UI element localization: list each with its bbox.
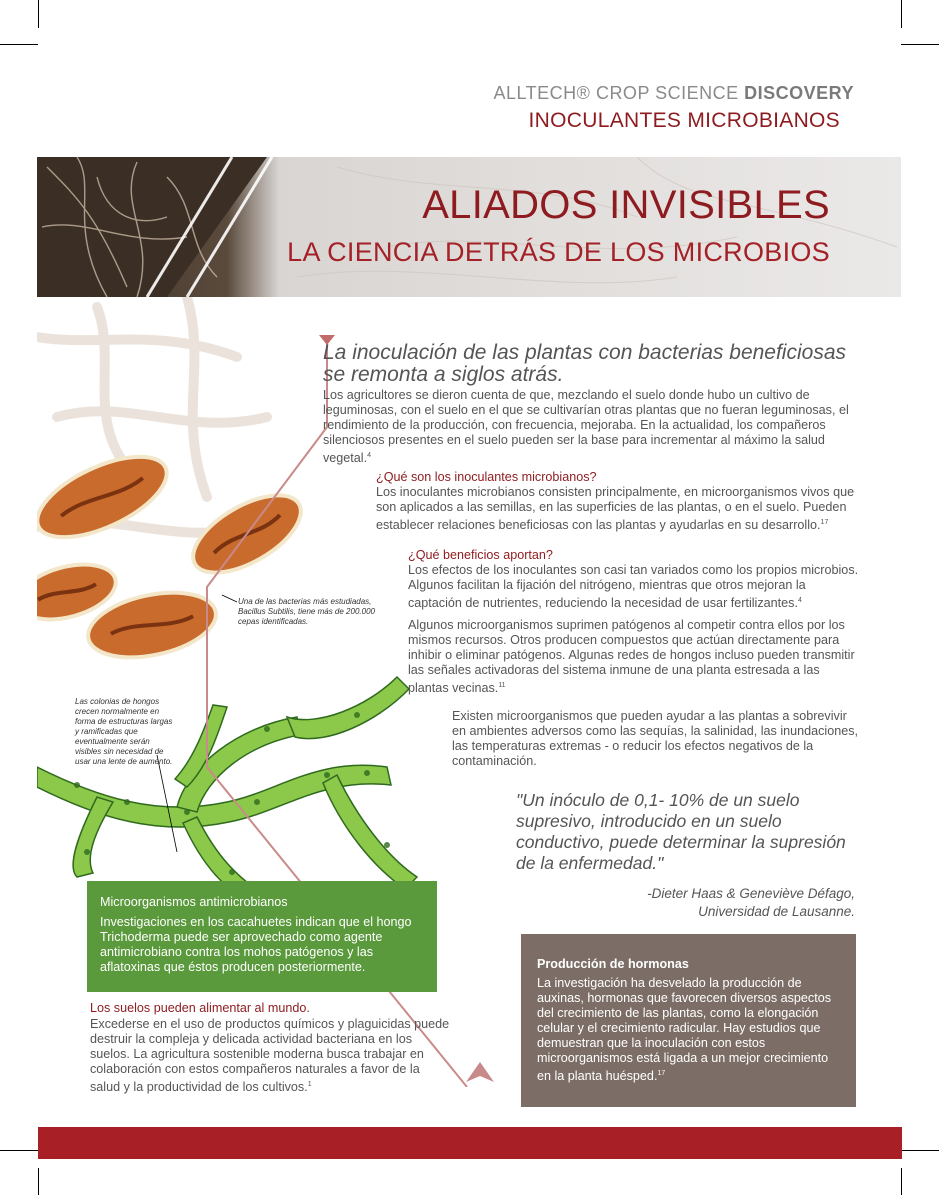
crop-mark [38, 0, 39, 28]
crop-mark [901, 1168, 902, 1195]
quote-author: -Dieter Haas & Geneviève Défago, [647, 886, 855, 901]
bacteria-cells [37, 440, 313, 668]
crop-mark [901, 44, 939, 45]
brand-discovery: DISCOVERY [744, 83, 854, 103]
section2-text: Los efectos de los inoculantes son casi tan variados como los propios microbios. Algunos facilitan la fijación del nitrógeno, mientras que otros mejoran la captación de nutrientes, reduciendo la necesidad de usar fertilizantes. [408, 563, 859, 611]
antimicrobial-text: Investigaciones en los cacahuetes indican que el hongo Trichoderma puede ser aprovechado como agente antimicrobiano contra los mohos patógenos y las aflatoxinas que éstos producen posteriormente. [100, 915, 412, 974]
crop-mark [38, 1168, 39, 1195]
lead-heading: La inoculación de las plantas con bacterias beneficiosas se remonta a siglos atrás. [323, 341, 847, 386]
brand-name: ALLTECH® CROP SCIENCE [493, 83, 745, 103]
crop-mark [0, 1150, 38, 1151]
question-what-are: ¿Qué son los inoculantes microbianos? [376, 470, 597, 484]
section2-paragraph [408, 563, 860, 611]
crop-mark [901, 1150, 939, 1151]
soils-ref: 1 [307, 1081, 312, 1088]
antimicrobial-title: Microorganismos antimicrobianos [100, 895, 288, 909]
antimicrobial-box [87, 881, 437, 992]
section2-ref: 4 [797, 597, 802, 604]
hormone-title: Producción de hormonas [537, 957, 689, 971]
quote-affiliation: Universidad de Lausanne. [698, 904, 855, 919]
arrow-icon [466, 1062, 494, 1084]
soils-text: Excederse en el uso de productos químicos y plaguicidas puede destruir la compleja y delicada actividad bacteriana en los suelos. La agricultura sostenible moderna busca trabajar en colaboración con estos compañeros naturales a favor de la salud y la productividad de los cultivos. [90, 1017, 450, 1095]
brand-header [0, 83, 854, 104]
lead-text: Los agricultores se dieron cuenta de que, mezclando el suelo donde hubo un cultivo de leguminosas, con el suelo en el que se cultivarían otras plantas que no fueran leguminosas, el rendimiento de la producción, con frecuencia, mejoraba. En la actualidad, los compañeros silenciosos presentes en el suelo pueden ser la base para incrementar al máximo la salud vegetal. [323, 388, 849, 466]
hormone-ref: 17 [657, 1070, 666, 1077]
hormone-text: La investigación ha desvelado la producción de auxinas, hormonas que favorecen diversos aspectos del crecimiento de las plantas, como la elongación celular y el crecimiento radicular. Hay estudios que demuestran que la inoculación con estos microorganismos está ligada a un mejor crecimiento en la planta huésped. [537, 976, 832, 1084]
soils-paragraph [90, 1017, 450, 1095]
section2-ref2: 11 [498, 682, 506, 689]
section1-text: Los inoculantes microbianos consisten principalmente, en microorganismos vivos que son aplicados a las semillas, en las superficies de las plantas, o en el suelo. Pueden establecer relaciones beneficiosas con las plantas y ayudarlas en su desarrollo. [376, 485, 855, 533]
section-header: INOCULANTES MICROBIANOS [528, 109, 840, 132]
hormone-box [521, 934, 856, 1107]
section1-paragraph [376, 485, 856, 533]
section3-paragraph: Existen microorganismos que pueden ayudar a las plantas a sobrevivir en ambientes adversos como las sequías, la salinidad, las inundaciones, las temperaturas extremas - o reducir los efectos negativos de la contaminación. [452, 709, 859, 768]
fungi-caption: Las colonias de hongos crecen normalmente en forma de estructuras largas y ramificadas que eventualmente serán visibles sin necesidad de usar una lente de aumento. [75, 697, 173, 766]
section2-paragraph-2 [408, 618, 863, 696]
hormone-paragraph [537, 976, 842, 1084]
bacteria-caption: Una de las bacterias más estudiadas, Bacillus Subtilis, tiene más de 200.000 cepas identificadas. [238, 597, 375, 626]
quote-open-mark: " [516, 790, 523, 810]
lead-paragraph [323, 388, 868, 466]
pull-quote [516, 790, 846, 874]
crop-mark [0, 44, 38, 45]
lead-ref: 4 [367, 452, 372, 459]
quote-attribution [520, 885, 855, 921]
section1-ref: 17 [820, 519, 829, 526]
page-subtitle: LA CIENCIA DETRÁS DE LOS MICROBIOS [287, 237, 830, 267]
page-title: ALIADOS INVISIBLES [422, 183, 830, 227]
quote-text: Un inóculo de 0,1- 10% de un suelo supresivo, introducido en un suelo conductivo, puede determinar la supresión de la enfermedad. [516, 790, 846, 873]
quote-close-mark: " [657, 853, 664, 873]
crop-mark [901, 0, 902, 28]
question-benefits: ¿Qué beneficios aportan? [408, 548, 553, 562]
section2-text2: Algunos microorganismos suprimen patógenos al competir contra ellos por los mismos recursos. Otros producen compuestos que actúan directamente para inhibir o eliminar patógenos. Algunas redes de hongos incluso pueden transmitir las señales activadoras del sistema inmune de una planta estresada a las plantas vecinas. [408, 618, 855, 696]
soils-title: Los suelos pueden alimentar al mundo. [90, 1001, 310, 1015]
footer-band [38, 1127, 902, 1159]
